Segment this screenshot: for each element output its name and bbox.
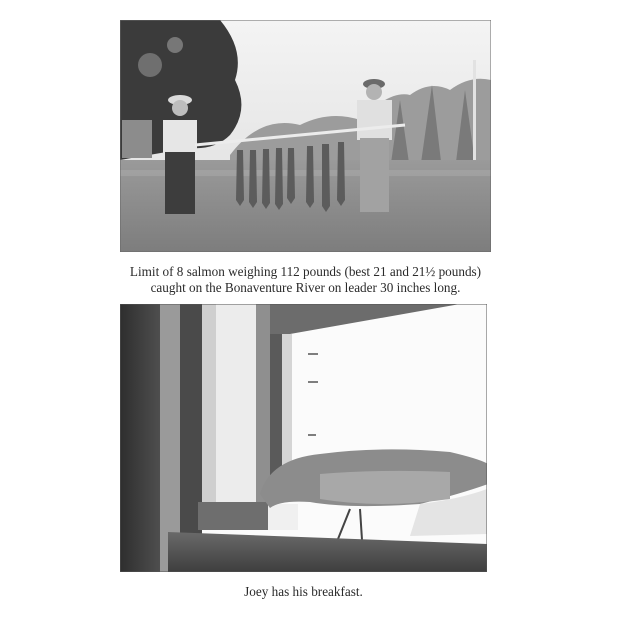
salmon-photo-caption: [120, 264, 491, 296]
caption-line: Limit of 8 salmon weighing 112 pounds (best 21 and 21½ pounds): [129, 264, 482, 279]
gull-photo-caption: [120, 584, 487, 600]
salmon-catch-photo: [120, 20, 491, 252]
gull-at-window-photo: [120, 304, 487, 572]
caption-line: Joey has his breakfast.: [244, 584, 363, 599]
salmon-catch-illustration: [120, 20, 491, 252]
caption-line: caught on the Bonaventure River on leader 30 inches long.: [150, 280, 461, 295]
gull-window-illustration: [120, 304, 487, 572]
